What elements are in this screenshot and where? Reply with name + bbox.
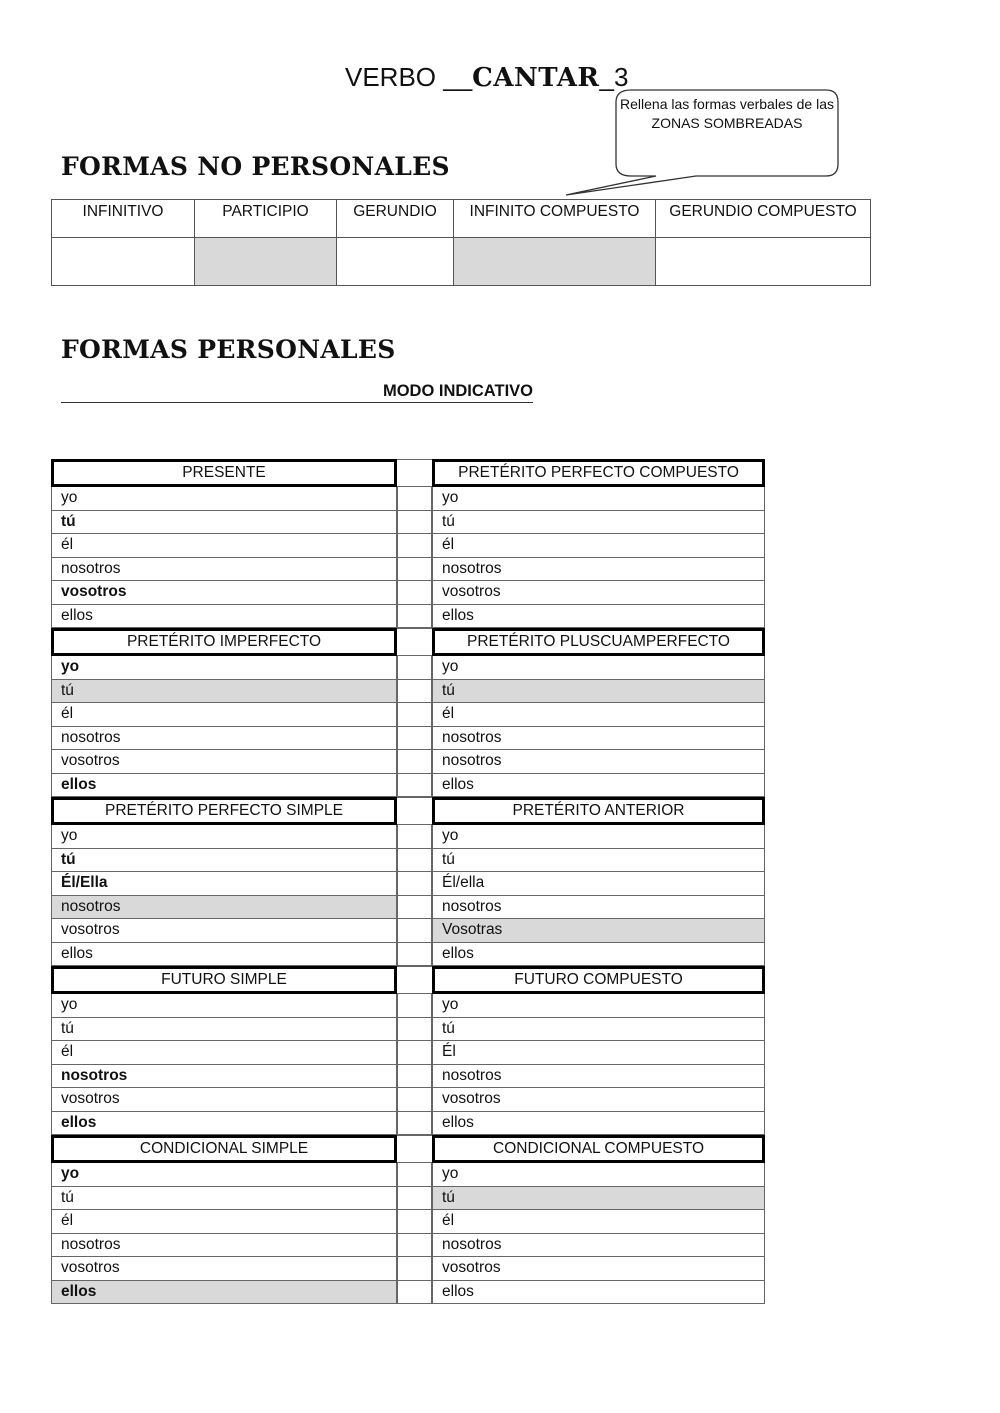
column-gap <box>397 703 432 727</box>
instruction-callout <box>616 89 838 177</box>
pronoun-cell[interactable]: vosotros <box>432 581 765 605</box>
pronoun-cell[interactable]: vosotros <box>51 581 397 605</box>
np-answer-cell[interactable] <box>195 238 337 286</box>
conjugation-row <box>51 1187 765 1211</box>
pronoun-cell[interactable]: tú <box>51 849 397 873</box>
pronoun-cell[interactable]: yo <box>51 825 397 849</box>
pronoun-cell[interactable]: ellos <box>51 943 397 967</box>
conjugation-row <box>51 487 765 511</box>
column-gap <box>397 1112 432 1136</box>
column-gap <box>397 1041 432 1065</box>
heading-no-personales: FORMAS NO PERSONALES <box>61 152 450 181</box>
pronoun-cell[interactable]: nosotros <box>51 896 397 920</box>
tense-header-row <box>51 797 765 825</box>
column-gap <box>397 628 432 656</box>
column-gap <box>397 872 432 896</box>
column-gap <box>397 605 432 629</box>
conjugation-row <box>51 994 765 1018</box>
conjugation-row <box>51 727 765 751</box>
column-gap <box>397 1163 432 1187</box>
pronoun-cell[interactable]: vosotros <box>51 919 397 943</box>
pronoun-cell[interactable]: Él <box>432 1041 765 1065</box>
np-answer-cell[interactable] <box>52 238 195 286</box>
pronoun-cell[interactable]: tú <box>51 680 397 704</box>
conjugation-row <box>51 1018 765 1042</box>
pronoun-cell[interactable]: ellos <box>432 1112 765 1136</box>
conjugation-row <box>51 605 765 629</box>
pronoun-cell[interactable]: él <box>51 1210 397 1234</box>
np-header-cell: GERUNDIO <box>337 200 454 238</box>
np-answer-cell[interactable] <box>337 238 454 286</box>
conjugation-row <box>51 1234 765 1258</box>
pronoun-cell[interactable]: Vosotras <box>432 919 765 943</box>
pronoun-cell[interactable]: tú <box>432 511 765 535</box>
conjugation-row <box>51 750 765 774</box>
conjugation-row <box>51 943 765 967</box>
pronoun-cell[interactable]: ellos <box>432 605 765 629</box>
column-gap <box>397 558 432 582</box>
pronoun-cell[interactable]: él <box>432 1210 765 1234</box>
column-gap <box>397 919 432 943</box>
pronoun-cell[interactable]: él <box>432 534 765 558</box>
pronoun-cell[interactable]: vosotros <box>51 1257 397 1281</box>
column-gap <box>397 825 432 849</box>
column-gap <box>397 966 432 994</box>
conjugation-row <box>51 656 765 680</box>
column-gap <box>397 511 432 535</box>
conjugation-row <box>51 1065 765 1089</box>
tense-title: PRETÉRITO PERFECTO COMPUESTO <box>432 459 765 487</box>
conjugation-row <box>51 1163 765 1187</box>
pronoun-cell[interactable]: yo <box>432 994 765 1018</box>
tense-title: FUTURO SIMPLE <box>51 966 397 994</box>
conjugation-row <box>51 511 765 535</box>
conjugation-row <box>51 581 765 605</box>
pronoun-cell[interactable]: nosotros <box>51 558 397 582</box>
pronoun-cell[interactable]: él <box>51 703 397 727</box>
conjugation-row <box>51 1257 765 1281</box>
column-gap <box>397 1135 432 1163</box>
tense-header-row <box>51 966 765 994</box>
pronoun-cell[interactable]: nosotros <box>432 1065 765 1089</box>
tense-title: PRETÉRITO PLUSCUAMPERFECTO <box>432 628 765 656</box>
pronoun-cell[interactable]: nosotros <box>432 1234 765 1258</box>
pronoun-cell[interactable]: él <box>51 534 397 558</box>
column-gap <box>397 1065 432 1089</box>
column-gap <box>397 727 432 751</box>
column-gap <box>397 534 432 558</box>
pronoun-cell[interactable]: yo <box>51 1163 397 1187</box>
conjugation-row <box>51 1112 765 1136</box>
tense-title: CONDICIONAL SIMPLE <box>51 1135 397 1163</box>
pronoun-cell[interactable]: vosotros <box>51 1088 397 1112</box>
conjugation-row <box>51 872 765 896</box>
column-gap <box>397 750 432 774</box>
column-gap <box>397 797 432 825</box>
conjugation-row <box>51 558 765 582</box>
column-gap <box>397 581 432 605</box>
np-header-cell: INFINITIVO <box>52 200 195 238</box>
conjugation-row <box>51 896 765 920</box>
pronoun-cell[interactable]: nosotros <box>432 750 765 774</box>
pronoun-cell[interactable]: él <box>432 703 765 727</box>
pronoun-cell[interactable]: yo <box>51 656 397 680</box>
column-gap <box>397 994 432 1018</box>
title-prefix: VERBO __ <box>345 62 473 92</box>
tense-title: PRETÉRITO PERFECTO SIMPLE <box>51 797 397 825</box>
pronoun-cell[interactable]: tú <box>432 1018 765 1042</box>
tense-header-row <box>51 628 765 656</box>
np-answer-cell[interactable] <box>454 238 656 286</box>
conjugation-row <box>51 680 765 704</box>
column-gap <box>397 943 432 967</box>
pronoun-cell[interactable]: ellos <box>51 1112 397 1136</box>
np-header-cell: GERUNDIO COMPUESTO <box>656 200 871 238</box>
pronoun-cell[interactable]: ellos <box>51 1281 397 1305</box>
column-gap <box>397 1257 432 1281</box>
heading-personales: FORMAS PERSONALES <box>61 335 396 364</box>
pronoun-cell[interactable]: nosotros <box>51 727 397 751</box>
conjugation-row <box>51 1281 765 1305</box>
no-personales-table <box>51 199 871 286</box>
column-gap <box>397 459 432 487</box>
np-header-cell: INFINITO COMPUESTO <box>454 200 656 238</box>
pronoun-cell[interactable]: yo <box>432 656 765 680</box>
title-verb: CANTAR <box>472 63 600 93</box>
conjugation-row <box>51 774 765 798</box>
callout-text: Rellena las formas verbales de las ZONAS SOMBREADAS <box>620 96 834 131</box>
title-suffix: _3 <box>599 62 629 92</box>
conjugation-row <box>51 1088 765 1112</box>
column-gap <box>397 774 432 798</box>
pronoun-cell[interactable]: vosotros <box>432 1257 765 1281</box>
pronoun-cell[interactable]: yo <box>432 487 765 511</box>
pronoun-cell[interactable]: tú <box>51 511 397 535</box>
pronoun-cell[interactable]: tú <box>432 680 765 704</box>
column-gap <box>397 1281 432 1305</box>
column-gap <box>397 1088 432 1112</box>
pronoun-cell[interactable]: nosotros <box>51 1234 397 1258</box>
pronoun-cell[interactable]: vosotros <box>51 750 397 774</box>
pronoun-cell[interactable]: yo <box>51 994 397 1018</box>
pronoun-cell[interactable]: tú <box>51 1018 397 1042</box>
conjugation-grid <box>51 459 765 1304</box>
pronoun-cell[interactable]: ellos <box>432 943 765 967</box>
np-header-cell: PARTICIPIO <box>195 200 337 238</box>
pronoun-cell[interactable]: yo <box>432 1163 765 1187</box>
tense-title: PRETÉRITO ANTERIOR <box>432 797 765 825</box>
pronoun-cell[interactable]: yo <box>432 825 765 849</box>
tense-title: PRESENTE <box>51 459 397 487</box>
conjugation-row <box>51 919 765 943</box>
tense-title: PRETÉRITO IMPERFECTO <box>51 628 397 656</box>
pronoun-cell[interactable]: Él/Ella <box>51 872 397 896</box>
conjugation-row <box>51 703 765 727</box>
conjugation-row <box>51 849 765 873</box>
column-gap <box>397 896 432 920</box>
np-answer-cell[interactable] <box>656 238 871 286</box>
conjugation-row <box>51 1210 765 1234</box>
tense-header-row <box>51 459 765 487</box>
pronoun-cell[interactable]: nosotros <box>432 727 765 751</box>
column-gap <box>397 1187 432 1211</box>
column-gap <box>397 656 432 680</box>
tense-header-row <box>51 1135 765 1163</box>
pronoun-cell[interactable]: tú <box>51 1187 397 1211</box>
conjugation-row <box>51 1041 765 1065</box>
pronoun-cell[interactable]: nosotros <box>432 558 765 582</box>
tense-title: FUTURO COMPUESTO <box>432 966 765 994</box>
pronoun-cell[interactable]: tú <box>432 849 765 873</box>
pronoun-cell[interactable]: ellos <box>432 1281 765 1305</box>
pronoun-cell[interactable]: ellos <box>51 605 397 629</box>
pronoun-cell[interactable]: vosotros <box>432 1088 765 1112</box>
mode-indicativo-heading: MODO INDICATIVO <box>61 382 533 403</box>
tense-title: CONDICIONAL COMPUESTO <box>432 1135 765 1163</box>
pronoun-cell[interactable]: nosotros <box>51 1065 397 1089</box>
column-gap <box>397 487 432 511</box>
column-gap <box>397 1018 432 1042</box>
pronoun-cell[interactable]: Él/ella <box>432 872 765 896</box>
pronoun-cell[interactable]: ellos <box>432 774 765 798</box>
pronoun-cell[interactable]: yo <box>51 487 397 511</box>
pronoun-cell[interactable]: tú <box>432 1187 765 1211</box>
column-gap <box>397 1210 432 1234</box>
conjugation-row <box>51 534 765 558</box>
conjugation-row <box>51 825 765 849</box>
column-gap <box>397 849 432 873</box>
pronoun-cell[interactable]: él <box>51 1041 397 1065</box>
pronoun-cell[interactable]: nosotros <box>432 896 765 920</box>
column-gap <box>397 680 432 704</box>
column-gap <box>397 1234 432 1258</box>
pronoun-cell[interactable]: ellos <box>51 774 397 798</box>
